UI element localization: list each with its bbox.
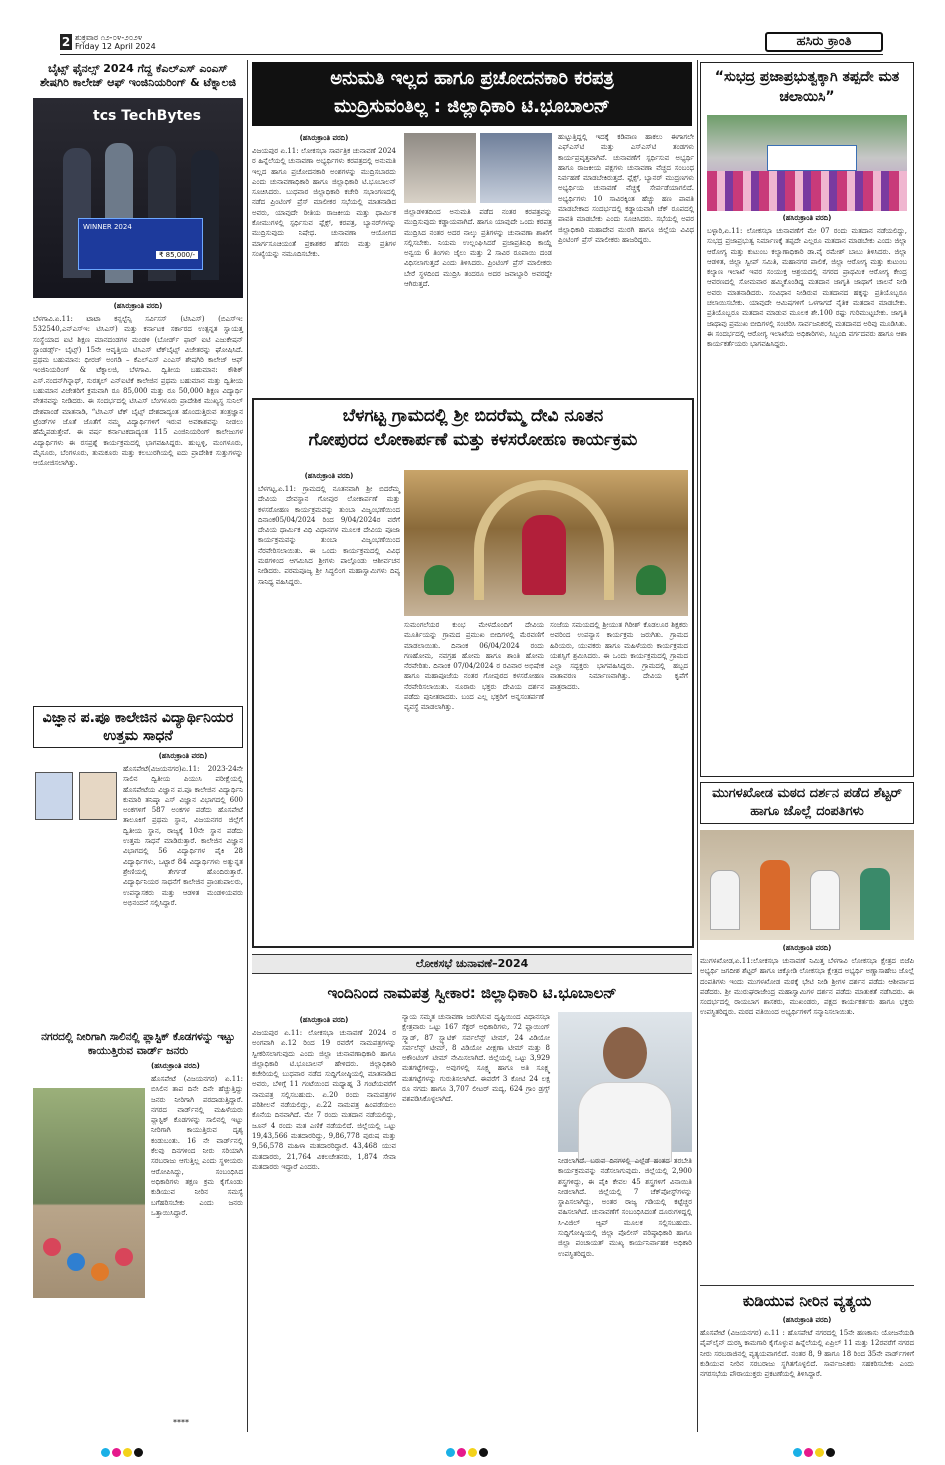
portrait-shirt xyxy=(578,1082,672,1162)
water-pot xyxy=(67,1253,85,1271)
right-story2-byline: (ಹಸಿರುಕ್ರಾಂತಿ ವರದಿ) xyxy=(782,944,832,952)
masthead: ಹಸಿರು ಕ್ರಾಂತಿ xyxy=(765,32,883,52)
magenta-mark xyxy=(804,1448,813,1457)
seated-person xyxy=(760,860,790,930)
registration-marks xyxy=(100,1442,144,1461)
right-story1-headline: “ಸುಭದ್ರ ಪ್ರಜಾಪ್ರಭುತ್ವಕ್ಕಾಗಿ ತಪ್ಪದೇ ಮತ ಚಲಾಯಿಸಿ” xyxy=(714,69,900,105)
right-story3-body: ಹೊಸಪೇಟೆ (ವಿಜಯನಗರ) ಏ.11 : ಹೊಸಪೇಟೆ ನಗರದಲ್ಲಿ 15ನೇ ಹಣಕಾಸು ಯೋಜನೆಯಡಿ ಪೈಪ್‌ಲೈನ್ ದುರಸ್ತಿ ಕಾಮಗಾರಿ ಕೈಗೊಳ್ಳುವ ಹಿನ್ನೆಲೆಯಲ್ಲಿ ಏಪ್ರಿಲ್ 11 ಮತ್ತು 12ರವರೆಗೆ ನಗರದ ನೀರು ಸರಬರಾಜಿನಲ್ಲಿ ವ್ಯತ್ಯಯವಾಗಲಿದೆ. ನಂತರ 8, 9 ಹಾಗೂ 18 ರಿಂದ 35ನೇ ವಾರ್ಡ್‌ಗಳಿಗೆ ಕುಡಿಯುವ ನೀರಿನ ಸರಬರಾಜು ಸ್ಥಗಿತಗೊಳ್ಳಲಿದೆ. ಸಾರ್ವಜನಿಕರು ಸಹಕರಿಸಬೇಕು ಎಂದು ನಗರಸಭೆಯ ಪೌರಾಯುಕ್ತರು ಪ್ರಕಟಣೆಯಲ್ಲಿ ತಿಳಿಸಿದ್ದಾರೆ. xyxy=(700,1329,914,1379)
seated-person xyxy=(860,868,890,930)
yellow-mark xyxy=(815,1448,824,1457)
election-col-a xyxy=(252,1012,396,1432)
lead-col-a xyxy=(252,130,396,395)
magenta-mark xyxy=(457,1448,466,1457)
water-pot xyxy=(115,1248,133,1266)
cyan-mark xyxy=(793,1448,802,1457)
col1-story3-body: ಹೊಸಪೇಟೆ (ವಿಜಯನಗರ) ಏ.11: ಬಿಸಿಲಿನ ತಾಪ ದಿನೇ ದಿನೇ ಹೆಚ್ಚುತ್ತಿದ್ದು ಜನರು ನೀರಿಗಾಗಿ ಪರದಾಡುತ್ತಿದ್ದಾರೆ. ನಗರದ ವಾರ್ಡ್‌ನಲ್ಲಿ ಮಹಿಳೆಯರು ಪ್ಲಾಸ್ಟಿಕ್ ಕೊಡಗಳನ್ನು ಸಾಲಿನಲ್ಲಿ ಇಟ್ಟು ನೀರಿಗಾಗಿ ಕಾಯುತ್ತಿರುವ ದೃಶ್ಯ ಕಂಡುಬಂತು. 16 ನೇ ವಾರ್ಡ್‌ನಲ್ಲಿ ಕೆಲವು ದಿನಗಳಿಂದ ನೀರು ಸರಿಯಾಗಿ ಸರಬರಾಜು ಆಗುತ್ತಿಲ್ಲ ಎಂದು ಸ್ಥಳೀಯರು ಆರೋಪಿಸಿದ್ದು, ಸಂಬಂಧಿಸಿದ ಅಧಿಕಾರಿಗಳು ತಕ್ಷಣ ಕ್ರಮ ಕೈಗೊಂಡು ಕುಡಿಯುವ ನೀರಿನ ಸಮಸ್ಯೆ ಬಗೆಹರಿಸಬೇಕು ಎಂದು ಜನರು ಒತ್ತಾಯಿಸಿದ್ದಾರೆ. xyxy=(151,1075,243,1217)
water-pot xyxy=(43,1238,61,1256)
magenta-mark xyxy=(112,1448,121,1457)
black-mark xyxy=(479,1448,488,1457)
right-story1-byline: (ಹಸಿರುಕ್ರಾಂತಿ ವರದಿ) xyxy=(782,214,832,222)
lead-headline-line2: ಮುದ್ರಿಸುವಂತಿಲ್ಲ : ಜಿಲ್ಲಾಧಿಕಾರಿ ಟಿ.ಭೂಬಾಲನ್ xyxy=(334,96,610,117)
temple-body-c: ಸಂಜೆಯ ಸಮಯದಲ್ಲಿ ಶ್ರೀಯುತ ಗಿರೀಶ್ ಕೊಡಲೂರ ಶಿಕ್ಷಕರು ಅವರಿಂದ ಉಪನ್ಯಾಸ ಕಾರ್ಯಕ್ರಮ ಜರುಗಿತು. ಗ್ರಾಮದ ಹಿರಿಯರು, ಯುವಕರು ಹಾಗೂ ಮಹಿಳೆಯರು ಕಾರ್ಯಕ್ರಮದ ಯಶಸ್ಸಿಗೆ ಶ್ರಮಿಸಿದರು. ಈ ಒಂದು ಕಾರ್ಯಕ್ರಮದಲ್ಲಿ ಗ್ರಾಮದ ಎಲ್ಲಾ ಸದ್ಭಕ್ತರು ಭಾಗವಹಿಸಿದ್ದರು. ಗ್ರಾಮದಲ್ಲಿ ಹಬ್ಬದ ವಾತಾವರಣ ನಿರ್ಮಾಣವಾಗಿತ್ತು. ದೇವಿಯ ಕೃಪೆಗೆ ಪಾತ್ರರಾದರು. xyxy=(550,621,688,691)
column-rule xyxy=(697,60,698,1432)
kalasha-left xyxy=(424,565,454,595)
winner-cheque xyxy=(78,218,203,270)
col1-story2 xyxy=(33,706,243,1026)
election-byline: (ಹಸಿರುಕ್ರಾಂತಿ ವರದಿ) xyxy=(299,1016,349,1024)
election-body-c: ನೀಡಲಾಗಿದೆ. ಬರುವ ದಿನಗಳಲ್ಲಿ ಎಲ್ಲೆಡೆ ಹಂತದ ತರಬೇತಿ ಕಾರ್ಯಕ್ರಮವನ್ನು ನಡೆಸಲಾಗುವುದು. ಜಿಲ್ಲೆಯಲ್ಲಿ 2,900 ಶಸ್ತ್ರಗಳಿದ್ದು, ಈ ಪೈಕಿ ಕೇವಲ 45 ಶಸ್ತ್ರಗಳಿಗೆ ವಿನಾಯಿತಿ ನೀಡಲಾಗಿದೆ. ಜಿಲ್ಲೆಯಲ್ಲಿ 7 ಚೆಕ್‌ಪೋಸ್ಟ್‌ಗಳನ್ನು ಸ್ಥಾಪಿಸಲಾಗಿದ್ದು, ಅಂತರ ರಾಜ್ಯ ಗಡಿಯಲ್ಲಿ ಕಟ್ಟೆಚ್ಚರ ವಹಿಸಲಾಗಿದೆ. ಚುನಾವಣೆಗೆ ಸಂಬಂಧಿಸಿದಂತೆ ದೂರುಗಳಿದ್ದಲ್ಲಿ ಸಿ-ವಿಜಿಲ್ ಆ್ಯಪ್ ಮೂಲಕ ಸಲ್ಲಿಸಬಹುದು. ಸುದ್ದಿಗೋಷ್ಠಿಯಲ್ಲಿ ಜಿಲ್ಲಾ ಪೊಲೀಸ್ ವರಿಷ್ಠಾಧಿಕಾರಿ ಹಾಗೂ ಜಿಲ್ಲಾ ಪಂಚಾಯತ್ ಮುಖ್ಯ ಕಾರ್ಯನಿರ್ವಾಹಕ ಅಧಿಕಾರಿ ಉಪಸ್ಥಿತರಿದ್ದರು. xyxy=(558,1157,692,1258)
temple-photo xyxy=(404,470,688,616)
election-kicker-bar: ಲೋಕಸಭೆ ಚುನಾವಣೆ–2024 xyxy=(252,954,692,974)
col1-story1 xyxy=(33,62,243,702)
yellow-mark xyxy=(468,1448,477,1457)
right-story2-headline: ಮುಗಳಖೋಡ ಮಠದ ದರ್ಶನ ಪಡೆದ ಶೆಟ್ಟರ್ ಹಾಗೂ ಜೊಲ್ಲೆ ದಂಪತಿಗಳು xyxy=(700,782,914,824)
rally-photo xyxy=(707,115,907,210)
col1-story3 xyxy=(33,1030,243,1430)
page-number: 2 xyxy=(61,35,71,49)
temple-story xyxy=(252,398,694,948)
seated-person xyxy=(710,870,740,930)
yellow-mark xyxy=(123,1448,132,1457)
officials-photo-1 xyxy=(404,133,476,203)
water-pot xyxy=(91,1263,109,1281)
temple-headline-line1: ಬೆಳಗಟ್ಟ ಗ್ರಾಮದಲ್ಲಿ ಶ್ರೀ ಬಿದರೆಮ್ಮ ದೇವಿ ನೂತನ xyxy=(342,406,604,426)
col1-story1-headline: ಬೈಟ್ಸ್ ಫೈನಲ್ಸ್ 2024 ಗೆದ್ದ ಕೆಎಲ್‌ಎಸ್ ಎಂಎಸ್ ಶೇಷಗಿರಿ ಕಾಲೇಜ್ ಆಫ್ ಇಂಜಿನಿಯರಿಂಗ್ & ಟೆಕ್ನಾಲಜಿ xyxy=(39,62,237,89)
water-queue-photo xyxy=(33,1088,145,1298)
black-mark xyxy=(826,1448,835,1457)
collector-portrait xyxy=(558,1012,692,1152)
tcs-banner-brand: tcs TechBytes xyxy=(93,108,201,124)
kalasha-right xyxy=(636,565,666,595)
col1-story2-headline: ವಿಜ್ಞಾನ ಪ.ಪೂ ಕಾಲೇಜಿನ ವಿದ್ಯಾರ್ಥಿನಿಯರ ಉತ್ತಮ ಸಾಧನೆ xyxy=(33,706,243,748)
winner-label: WINNER 2024 xyxy=(83,223,132,231)
date-english: Friday 12 April 2024 xyxy=(75,42,156,51)
lead-photos xyxy=(404,133,552,203)
right-story3 xyxy=(700,1290,914,1430)
temple-body-b: ಸುಮಂಗಲೆಯರ ಕುಂಭ ಮೇಳದೊಂದಿಗೆ ದೇವಿಯ ಮೂರ್ತಿಯನ್ನು ಗ್ರಾಮದ ಪ್ರಮುಖ ಬೀದಿಗಳಲ್ಲಿ ಮೆರವಣಿಗೆ ಮಾಡಲಾಯಿತು. ದಿನಾಂಕ 06/04/2024 ರಂದು ಗಣಹೋಮ, ನವಗ್ರಹ ಹೋಮ ಹಾಗೂ ಶಾಂತಿ ಹೋಮ ನೆರವೇರಿತು. ದಿನಾಂಕ 07/04/2024 ರ ರವಿವಾರ ಅಭಿಷೇಕ ಹಾಗೂ ಮಹಾಪೂಜೆಯ ನಂತರ ಗೋಪುರದ ಕಳಸರೋಹಣ ನೆರವೇರಿಸಲಾಯಿತು. ನೂರಾರು ಭಕ್ತರು ದೇವಿಯ ದರ್ಶನ ಪಡೆದು ಪುನೀತರಾದರು. ಬಂದ ಎಲ್ಲ ಭಕ್ತರಿಗೆ ಅನ್ನಸಂತರ್ಪಣೆ ವ್ಯವಸ್ಥೆ ಮಾಡಲಾಗಿತ್ತು. xyxy=(404,621,544,712)
temple-headline xyxy=(254,400,692,454)
officials-photo-2 xyxy=(480,133,552,203)
registration-marks xyxy=(792,1442,836,1461)
cyan-mark xyxy=(446,1448,455,1457)
header-rule xyxy=(60,54,883,55)
rally-banner xyxy=(767,145,857,171)
col1-story3-headline: ನಗರದಲ್ಲಿ ನೀರಿಗಾಗಿ ಸಾಲಿನಲ್ಲಿ ಪ್ಲಾಸ್ಟಿಕ್ ಕೊಡಗಳನ್ನು ಇಟ್ಟು ಕಾಯುತ್ತಿರುವ ವಾರ್ಡ್ ಜನರು xyxy=(41,1031,235,1057)
right-story1 xyxy=(700,62,914,777)
section-rule xyxy=(700,1285,914,1286)
rally-crowd xyxy=(707,171,907,211)
portrait-head xyxy=(603,1027,647,1079)
right-story2 xyxy=(700,782,914,1182)
seated-person xyxy=(810,870,840,930)
election-body-b: ನ್ಯಾಯ ಸಮ್ಮತ ಚುನಾವಣಾ ಜರುಗಿಸುವ ದೃಷ್ಟಿಯಿಂದ ವಿಧಾನಸಭಾ ಕ್ಷೇತ್ರವಾರು ಒಟ್ಟು 167 ಸೆಕ್ಟರ್ ಅಧಿಕಾರಿಗಳು, 72 ಫ್ಲಾಯಿಂಗ್ ಸ್ಕ್ವಾಡ್, 87 ಸ್ಟ್ಯಾಟಿಕ್ ಸರ್ವಲೆನ್ಸ್ ಟೀಮ್, 24 ವಿಡಿಯೋ ಸರ್ವಲೆನ್ಸ್ ಟೀಮ್, 8 ವಿಡಿಯೋ ವೀಕ್ಷಣಾ ಟೀಮ್ ಮತ್ತು 8 ಅಕೌಂಟಿಂಗ್ ಟೀಮ್ ನೇಮಿಸಲಾಗಿದೆ. ಜಿಲ್ಲೆಯಲ್ಲಿ ಒಟ್ಟು 3,929 ಮತಗಟ್ಟೆಗಳಿದ್ದು, ಅವುಗಳಲ್ಲಿ ಸೂಕ್ಷ್ಮ ಹಾಗೂ ಅತಿ ಸೂಕ್ಷ್ಮ ಮತಗಟ್ಟೆಗಳನ್ನು ಗುರುತಿಸಲಾಗಿದೆ. ಈವರೆಗೆ 3 ಕೋಟಿ 24 ಲಕ್ಷ ರೂ ನಗದು ಹಾಗೂ 3,707 ಲೀಟರ್ ಮದ್ಯ, 624 ಗ್ರಾಂ ಡ್ರಗ್ಸ್ ವಶಪಡಿಸಿಕೊಳ್ಳಲಾಗಿದೆ. xyxy=(402,1013,550,1104)
election-body-a: ವಿಜಯಪುರ ಏ.11: ಲೋಕಸಭಾ ಚುನಾವಣೆ 2024 ರ ಅಂಗವಾಗಿ ಏ.12 ರಿಂದ 19 ರವರೆಗೆ ನಾಮಪತ್ರಗಳನ್ನು ಸ್ವೀಕರಿಸಲಾಗುವುದು ಎಂದು ಜಿಲ್ಲಾ ಚುನಾವಣಾಧಿಕಾರಿ ಹಾಗೂ ಜಿಲ್ಲಾಧಿಕಾರಿ ಟಿ.ಭೂಬಾಲನ್ ಹೇಳಿದರು. ಜಿಲ್ಲಾಧಿಕಾರಿ ಕಚೇರಿಯಲ್ಲಿ ಬುಧವಾರ ನಡೆದ ಸುದ್ದಿಗೋಷ್ಠಿಯಲ್ಲಿ ಮಾತನಾಡಿದ ಅವರು, ಬೆಳಿಗ್ಗೆ 11 ಗಂಟೆಯಿಂದ ಮಧ್ಯಾಹ್ನ 3 ಗಂಟೆಯವರೆಗೆ ನಾಮಪತ್ರ ಸಲ್ಲಿಸಬಹುದು. ಏ.20 ರಂದು ನಾಮಪತ್ರಗಳ ಪರಿಶೀಲನೆ ನಡೆಯಲಿದ್ದು, ಏ.22 ನಾಮಪತ್ರ ಹಿಂಪಡೆಯಲು ಕೊನೆಯ ದಿನವಾಗಿದೆ. ಮೇ 7 ರಂದು ಮತದಾನ ನಡೆಯಲಿದ್ದು, ಜೂನ್ 4 ರಂದು ಮತ ಎಣಿಕೆ ನಡೆಯಲಿದೆ. ಜಿಲ್ಲೆಯಲ್ಲಿ ಒಟ್ಟು 19,43,566 ಮತದಾರರಿದ್ದು, 9,86,778 ಪುರುಷ ಮತ್ತು 9,56,578 ಮಹಿಳಾ ಮತದಾರರಿದ್ದಾರೆ. 43,468 ಯುವ ಮತದಾರರು, 21,764 ವಿಕಲಚೇತನರು, 1,874 ಸೇವಾ ಮತದಾರರು ಇದ್ದಾರೆ ಎಂದರು. xyxy=(252,1029,396,1171)
temple-col-a xyxy=(258,468,400,938)
temple-body-a: ಬೆಳಗಟ್ಟ,ಏ.11: ಗ್ರಾಮದಲ್ಲಿ ನೂತನವಾಗಿ ಶ್ರೀ ಬಿದರೆಮ್ಮ ದೇವಿಯ ದೇವಸ್ಥಾನ ಗೋಪುರ ಲೋಕಾರ್ಪಣೆ ಮತ್ತು ಕಳಸರೋಹಣ ಕಾರ್ಯಕ್ರಮವನ್ನು ತುಂಬಾ ವಿಜೃಂಭಣೆಯಿಂದ ದಿನಾಂಕ05/04/2024 ರಿಂದ 9/04/2024ರ ವರೆಗೆ ದೇವಿಯ ಧಾರ್ಮಿಕ ವಿಧಿ ವಿಧಾನಗಳ ಮೂಲಕ ದೇವಿಯ ಪೂಜಾ ಕಾರ್ಯಕ್ರಮವನ್ನು ತುಂಬಾ ವಿಜೃಂಭಣೆಯಿಂದ ನೆರವೇರಿಸಲಾಯಿತು. ಈ ಒಂದು ಕಾರ್ಯಕ್ರಮದಲ್ಲಿ ವಿವಿಧ ಮಠಗಳಿಂದ ಆಗಮಿಸಿದ ಶ್ರೀಗಳು ಪಾಲ್ಗೊಂಡು ಆಶೀರ್ವಚನ ನೀಡಿದರು. ಪರಮಪೂಜ್ಯ ಶ್ರೀ ಸಿದ್ಧಲಿಂಗ ಮಹಾಸ್ವಾಮಿಗಳು ದಿವ್ಯ ಸಾನಿಧ್ಯ ವಹಿಸಿದ್ದರು. xyxy=(258,485,400,586)
lead-body-c: ಹುಟ್ಟುತ್ತಿದ್ದಲ್ಲಿ ಇದಕ್ಕೆ ಕಡಿವಾಣ ಹಾಕಲು ಈಗಾಗಲೇ ಎಫ್‌ಎಸ್‌ಟಿ ಮತ್ತು ಎಸ್‌ಎಸ್‌ಟಿ ತಂಡಗಳು ಕಾರ್ಯಪ್ರವೃತ್ತವಾಗಿವೆ. ಚುನಾವಣೆಗೆ ಸ್ಪರ್ಧಿಸುವ ಅಭ್ಯರ್ಥಿ ಹಾಗೂ ರಾಜಕೀಯ ಪಕ್ಷಗಳು ಚುನಾವಣಾ ವೆಚ್ಚದ ಸಂಬಂಧ ನಿರ್ವಹಣೆ ಮಾಡಬೇಕಿರುತ್ತದೆ. ಫ್ಲೆಕ್ಸ್, ಬ್ಯಾನರ್ ಮುದ್ರಣಗಳು ಅಭ್ಯರ್ಥಿಯ ಚುನಾವಣೆ ವೆಚ್ಚಕ್ಕೆ ಸೇರ್ಪಡೆಯಾಗಲಿದೆ. ಅಭ್ಯರ್ಥಿಗಳು 10 ಸಾವಿರಕ್ಕಿಂತ ಹೆಚ್ಚು ಹಣ ಪಾವತಿ ಮಾಡಬೇಕಾದ ಸಂದರ್ಭದಲ್ಲಿ ಕಡ್ಡಾಯವಾಗಿ ಚೆಕ್ ರೂಪದಲ್ಲಿ ಪಾವತಿ ಮಾಡಬೇಕು ಎಂದು ಸೂಚಿಸಿದರು. ಸಭೆಯಲ್ಲಿ ಅಪರ ಜಿಲ್ಲಾಧಿಕಾರಿ ಮಹಾದೇವ ಮುರಗಿ ಹಾಗೂ ಜಿಲ್ಲೆಯ ವಿವಿಧ ಪ್ರಿಂಟಿಂಗ್ ಪ್ರೆಸ್ ಮಾಲೀಕರು ಹಾಜರಿದ್ದರು. xyxy=(558,133,694,244)
col1-story2-byline: (ಹಸಿರುಕ್ರಾಂತಿ ವರದಿ) xyxy=(158,752,208,760)
col1-story1-byline: (ಹಸಿರುಕ್ರಾಂತಿ ವರದಿ) xyxy=(113,302,163,310)
right-story3-byline: (ಹಸಿರುಕ್ರಾಂತಿ ವರದಿ) xyxy=(782,1316,832,1324)
right-story3-headline: ಕುಡಿಯುವ ನೀರಿನ ವ್ಯತ್ಯಯ xyxy=(742,1292,872,1310)
student-photo-2 xyxy=(79,772,117,820)
student-photo-1 xyxy=(35,772,73,820)
temple-headline-line2: ಗೋಪುರದ ಲೋಕಾರ್ಪಣೆ ಮತ್ತು ಕಳಸರೋಹಣ ಕಾರ್ಯಕ್ರಮ xyxy=(308,430,638,450)
end-mark: **** xyxy=(173,1418,189,1427)
election-headline: ಇಂದಿನಿಂದ ನಾಮಪತ್ರ ಸ್ವೀಕಾರ: ಜಿಲ್ಲಾಧಿಕಾರಿ ಟಿ.ಭೂಬಾಲನ್ xyxy=(327,984,617,1002)
lead-body-b: ಜಿಲ್ಲಾಡಳಿತದಿಂದ ಅನುಮತಿ ಪಡೆದ ನಂತರ ಕರಪತ್ರವನ್ನು ಮುದ್ರಿಸುವುದು ಕಡ್ಡಾಯವಾಗಿದೆ. ಹಾಗೂ ಯಾವುದೇ ಒಂದು ಕರಪತ್ರ ಮುದ್ರಿಸಿದ ನಂತರ ಅದರ ನಾಲ್ಕು ಪ್ರತಿಗಳನ್ನು ಚುನಾವಣಾ ಶಾಖೆಗೆ ಸಲ್ಲಿಸಬೇಕು. ನಿಯಮ ಉಲ್ಲಂಘಿಸಿದರೆ ಪ್ರಜಾಪ್ರತಿನಿಧಿ ಕಾಯ್ದೆ ಅನ್ವಯ 6 ತಿಂಗಳು ಜೈಲು ಮತ್ತು 2 ಸಾವಿರ ರೂಪಾಯಿ ದಂಡ ವಿಧಿಸಲಾಗುತ್ತದೆ ಎಂದು ತಿಳಿಸಿದರು. ಪ್ರಿಂಟಿಂಗ್ ಪ್ರೆಸ್ ಮಾಲೀಕರು ಬೇರೆ ಸ್ಥಳದಿಂದ ಮುದ್ರಿಸಿ ತಂದರೂ ಅದರ ಜವಾಬ್ದಾರಿ ಅವರದ್ದೇ ಆಗಿರುತ್ತದೆ. xyxy=(404,208,552,289)
lead-byline: (ಹಸಿರುಕ್ರಾಂತಿ ವರದಿ) xyxy=(299,134,349,142)
column-rule xyxy=(247,60,248,1432)
page-date xyxy=(75,33,156,51)
lead-headline xyxy=(252,62,692,126)
col1-story2-body: ಹೊಸಪೇಟೆ(ವಿಜಯನಗರ)ಏ.11: 2023-24ನೇ ಸಾಲಿನ ದ್ವಿತೀಯ ಪಿಯುಸಿ ಪರೀಕ್ಷೆಯಲ್ಲಿ ಹೊಸಪೇಟೆಯ ವಿಜ್ಞಾನ ಪ.ಪೂ ಕಾಲೇಜಿನ ವಿದ್ಯಾರ್ಥಿನಿ ಕುಮಾರಿ ತನಿಷ್ಕಾ ಎಸ್ ವಿಜ್ಞಾನ ವಿಭಾಗದಲ್ಲಿ 600 ಅಂಕಗಳಿಗೆ 587 ಅಂಕಗಳ ಪಡೆದು ಹೊಸಪೇಟೆ ತಾಲೂಕಿಗೆ ಪ್ರಥಮ ಸ್ಥಾನ, ವಿಜಯನಗರ ಜಿಲ್ಲೆಗೆ ದ್ವಿತೀಯ ಸ್ಥಾನ, ರಾಜ್ಯಕ್ಕೆ 10ನೇ ಸ್ಥಾನ ಪಡೆದು ಉತ್ತಮ ಸಾಧನೆ ಮಾಡಿರುತ್ತಾರೆ. ಕಾಲೇಜಿನ ವಿಜ್ಞಾನ ವಿಭಾಗದಲ್ಲಿ 56 ವಿದ್ಯಾರ್ಥಿಗಳ ಪೈಕಿ 28 ವಿದ್ಯಾರ್ಥಿಗಳು, ಒಟ್ಟಾರೆ 84 ವಿದ್ಯಾರ್ಥಿಗಳು ಅತ್ಯುನ್ನತ ಶ್ರೇಣಿಯಲ್ಲಿ ತೇರ್ಗಡೆ ಹೊಂದಿರುತ್ತಾರೆ. ವಿದ್ಯಾರ್ಥಿನಿಯರ ಸಾಧನೆಗೆ ಕಾಲೇಜಿನ ಪ್ರಾಂಶುಪಾಲರು, ಉಪನ್ಯಾಸಕರು ಮತ್ತು ಆಡಳಿತ ಮಂಡಳಿಯವರು ಅಭಿನಂದನೆ ಸಲ್ಲಿಸಿದ್ದಾರೆ. xyxy=(123,765,243,907)
idol-figure xyxy=(522,515,566,595)
temple-byline: (ಹಸಿರುಕ್ರಾಂತಿ ವರದಿ) xyxy=(304,472,354,480)
lead-body-a: ವಿಜಯಪುರ ಏ.11: ಲೋಕಸಭಾ ಸಾರ್ವತ್ರಿಕ ಚುನಾವಣೆ 2024 ರ ಹಿನ್ನೆಲೆಯಲ್ಲಿ ಚುನಾವಣಾ ಅಭ್ಯರ್ಥಿಗಳು ಕರಪತ್ರದಲ್ಲಿ ಅನುಮತಿ ಇಲ್ಲದ ಹಾಗೂ ಪ್ರಚೋದನಕಾರಿ ಅಂಶಗಳನ್ನು ಮುದ್ರಿಸಬಾರದು ಎಂದು ಚುನಾವಣಾಧಿಕಾರಿ ಹಾಗೂ ಜಿಲ್ಲಾಧಿಕಾರಿ ಟಿ.ಭೂಬಾಲನ್ ಸೂಚಿಸಿದರು. ಬುಧವಾರ ಜಿಲ್ಲಾಧಿಕಾರಿ ಕಚೇರಿ ಸಭಾಂಗಣದಲ್ಲಿ ನಡೆದ ಪ್ರಿಂಟಿಂಗ್ ಪ್ರೆಸ್ ಮಾಲೀಕರ ಸಭೆಯಲ್ಲಿ ಮಾತನಾಡಿದ ಅವರು, ಯಾವುದೇ ರೀತಿಯ ರಾಜಕೀಯ ಮತ್ತು ಧಾರ್ಮಿಕ ಕೋಮುಗಳಲ್ಲಿ ಸ್ಪರ್ಧಿಸುವ ಫ್ಲೆಕ್ಸ್, ಕರಪತ್ರ, ಬ್ಯಾನರ್‌ಗಳನ್ನು ಮುದ್ರಿಸುವುದು ನಿಷೇಧ. ಚುನಾವಣಾ ಆಯೋಗದ ಮಾರ್ಗಸೂಚಿಯಂತೆ ಪ್ರಕಾಶಕರ ಹೆಸರು ಮತ್ತು ಪ್ರತಿಗಳ ಸಂಖ್ಯೆಯನ್ನು ನಮೂದಿಸಬೇಕು. xyxy=(252,147,396,258)
registration-marks xyxy=(445,1442,489,1461)
cyan-mark xyxy=(101,1448,110,1457)
cheque-amount: ₹ 85,000/- xyxy=(156,251,198,259)
date-kannada: ಶುಕ್ರವಾರ ೧೨-೦೪-೨೦೨೪ xyxy=(75,33,143,42)
black-mark xyxy=(134,1448,143,1457)
col1-story1-body: ಬೆಳಗಾವಿ.ಏ.11: ಟಾಟಾ ಕನ್ಸಲ್ಟೆನ್ಸಿ ಸರ್ವಿಸಸ್ (ಟಿಸಿಎಸ್) (ಬಿಎಸ್‌ಇ: 532540,ಎನ್‌ಎಸ್‌ಇ: ಟಿಸಿಎಸ್) ಮತ್ತು ಕರ್ನಾಟಕ ಸರ್ಕಾರದ ಉತ್ಪನ್ನತ ಸ್ವಾಯತ್ತ ಸಂಸ್ಥೆಯಾದ ಐಟಿ ಶಿಕ್ಷಣ ಮಾನದಂಡಗಳ ಮಂಡಳಿ (ಬೋರ್ಡ್ ಫಾರ್ ಐಟಿ ಎಜುಕೇಷನ್ ಸ್ಟಾಂಡರ್ಡ್ಸ್- ಬೈಟ್ಸ್) 15ನೇ ಆವೃತ್ತಿಯ ಟಿಸಿಎಸ್ ಟೆಕ್‌ಬೈಟ್ಸ್ ವಿಜೇತರನ್ನು ಘೋಷಿಸಿದೆ. ಪ್ರಥಮ ಬಹುಮಾನ: ಧೀರಜ್ ಅಂಗಡಿ – ಕೆಎಲ್‌ಎಸ್ ಎಂಎಸ್ ಶೇಷಗಿರಿ ಕಾಲೇಜ್ ಆಫ್ ಇಂಜಿನಿಯರಿಂಗ್ & ಟೆಕ್ನಾಲಜಿ, ಬೆಳಗಾವಿ. ದ್ವಿತೀಯ ಬಹುಮಾನ: ಕೌಶಿಕ್ ಎಸ್.ನಂದನ್‌ಗಿನ್ನಾಥ್, ಸುರತ್ಕಲ್ ಎನ್‌ಐಟಿಕೆ ಕಾಲೇಜಿನ ಪ್ರಥಮ ಬಹುಮಾನ ಮತ್ತು ದ್ವಿತೀಯ ಬಹುಮಾನ ವಿಜೇತರಿಗೆ ಕ್ರಮವಾಗಿ ರೂ 85,000 ಮತ್ತು ರೂ 50,000 ಶಿಕ್ಷಣ ವಿದ್ಯಾರ್ಥಿ ವೇತನವನ್ನು ನೀಡಿದರು. ಈ ಸಂದರ್ಭದಲ್ಲಿ ಟಿಸಿಎಸ್ ಬೆಂಗಳೂರು ಪ್ರಾದೇಶಿಕ ಮುಖ್ಯಸ್ಥ ಸುನಿಲ್ ದೇಶಪಾಂಡೆ ಮಾತನಾಡಿ, “ಟಿಸಿಎಸ್ ಟೆಕ್ ಬೈಟ್ಸ್ ದೇಶದಾದ್ಯಂತ ಹೊಂದುತ್ತಿರುವ ತಂತ್ರಜ್ಞಾನ ಟ್ರೆಂಡ್‌ಗಳ ಜೊತೆ ಜೊತೆಗೆ ನಮ್ಮ ವಿದ್ಯಾರ್ಥಿಗಳಿಗೆ ಇರುವ ಅವಕಾಶವನ್ನು ನೀಡಲು ಹೆಮ್ಮೆಪಡುತ್ತೇವೆ. ಈ ವರ್ಷ ಕರ್ನಾಟಕದಾದ್ಯಂತ 115 ಎಂಜಿನಿಯರಿಂಗ್ ಕಾಲೇಜುಗಳ ವಿದ್ಯಾರ್ಥಿಗಳು ಈ ರಸಪ್ರಶ್ನೆ ಕಾರ್ಯಕ್ರಮದಲ್ಲಿ ಭಾಗವಹಿಸಿದ್ದರು. ಹುಬ್ಬಳ್ಳಿ, ಮಂಗಳೂರು, ಮೈಸೂರು, ಬೆಂಗಳೂರು, ತುಮಕೂರು ಮತ್ತು ಕಲಬುರಗಿಯಲ್ಲಿ ಐದು ಪ್ರಾದೇಶಿಕ ಸುತ್ತುಗಳನ್ನು ಆಯೋಜಿಸಲಾಗಿತ್ತು. xyxy=(33,315,243,468)
techbytes-photo xyxy=(33,98,243,298)
right-story1-body: ಬಳ್ಳಾರಿ,ಏ.11: ಲೋಕಸಭಾ ಚುನಾವಣೆಗೆ ಮೇ 07 ರಂದು ಮತದಾನ ನಡೆಯಲಿದ್ದು, ಸುಭದ್ರ ಪ್ರಜಾಪ್ರಭುತ್ವ ನಿರ್ಮಾಣಕ್ಕೆ ತಪ್ಪದೇ ಎಲ್ಲರೂ ಮತದಾನ ಮಾಡಬೇಕು ಎಂದು ಜಿಲ್ಲಾ ಆರೋಗ್ಯ ಮತ್ತು ಕುಟುಂಬ ಕಲ್ಯಾಣಾಧಿಕಾರಿ ಡಾ.ವೈ ರಮೇಶ್ ಬಾಬು ತಿಳಿಸಿದರು. ಜಿಲ್ಲಾ ಆಡಳಿತ, ಜಿಲ್ಲಾ ಸ್ವೀಪ್ ಸಮಿತಿ, ಮಹಾನಗರ ಪಾಲಿಕೆ, ಜಿಲ್ಲಾ ಆರೋಗ್ಯ ಮತ್ತು ಕುಟುಂಬ ಕಲ್ಯಾಣ ಇಲಾಖೆ ಇವರ ಸಂಯುಕ್ತ ಆಶ್ರಯದಲ್ಲಿ ನಗರದ ಪ್ರಾಥಮಿಕ ಆರೋಗ್ಯ ಕೇಂದ್ರ ಆವರಣದಲ್ಲಿ ಸೋಮವಾರ ಹಮ್ಮಿಕೊಂಡಿದ್ದ ಮತದಾನ ಜಾಗೃತಿ ಜಾಥಾಗೆ ಚಾಲನೆ ನೀಡಿ ಅವರು ಮಾತನಾಡಿದರು. ಸಂವಿಧಾನ ನೀಡಿರುವ ಮತದಾನದ ಹಕ್ಕನ್ನು ಪ್ರತಿಯೊಬ್ಬರೂ ಚಲಾಯಿಸಬೇಕು. ಯಾವುದೇ ಆಮಿಷಗಳಿಗೆ ಒಳಗಾಗದೆ ನೈತಿಕ ಮತದಾನ ಮಾಡಬೇಕು. ಪ್ರತಿಯೊಬ್ಬರೂ ಮತದಾನ ಮಾಡುವ ಮೂಲಕ ಶೇ.100 ರಷ್ಟು ಗುರಿಮುಟ್ಟಬೇಕು. ಜಾಗೃತಿ ಜಾಥಾವು ಪ್ರಮುಖ ಬೀದಿಗಳಲ್ಲಿ ಸಂಚರಿಸಿ ಸಾರ್ವಜನಿಕರಲ್ಲಿ ಮತದಾನದ ಅರಿವು ಮೂಡಿಸಿತು. ಈ ಸಂದರ್ಭದಲ್ಲಿ ಆರೋಗ್ಯ ಇಲಾಖೆಯ ಅಧಿಕಾರಿಗಳು, ಸಿಬ್ಬಂದಿ ವರ್ಗದವರು ಹಾಗೂ ಆಶಾ ಕಾರ್ಯಕರ್ತೆಯರು ಭಾಗವಹಿಸಿದ್ದರು. xyxy=(707,227,907,349)
lead-headline-line1: ಅನುಮತಿ ಇಲ್ಲದ ಹಾಗೂ ಪ್ರಚೋದನಕಾರಿ ಕರಪತ್ರ xyxy=(330,68,614,89)
col1-story3-byline: (ಹಸಿರುಕ್ರಾಂತಿ ವರದಿ) xyxy=(151,1062,200,1070)
right-story2-body: ಮುಗಳಖೋಡ,ಏ.11:ಲೋಕಸಭಾ ಚುನಾವಣೆ ನಿಮಿತ್ತ ಬೆಳಗಾವಿ ಲೋಕಸಭಾ ಕ್ಷೇತ್ರದ ಬಿಜೆಪಿ ಅಭ್ಯರ್ಥಿ ಜಗದೀಶ ಶೆಟ್ಟರ್ ಹಾಗೂ ಚಿಕ್ಕೋಡಿ ಲೋಕಸಭಾ ಕ್ಷೇತ್ರದ ಅಭ್ಯರ್ಥಿ ಅಣ್ಣಾಸಾಹೇಬ ಜೊಲ್ಲೆ ದಂಪತಿಗಳು ಇಂದು ಮುಗಳಖೋಡ ಮಠಕ್ಕೆ ಭೇಟಿ ನೀಡಿ ಶ್ರೀಗಳ ದರ್ಶನ ಪಡೆದು ಆಶೀರ್ವಾದ ಪಡೆದರು. ಶ್ರೀ ಮುರುಘರಾಜೇಂದ್ರ ಮಹಾಸ್ವಾಮಿಗಳ ದರ್ಶನ ಪಡೆದು ಮಾತುಕತೆ ನಡೆಸಿದರು. ಈ ಸಂದರ್ಭದಲ್ಲಿ ರಾಯಬಾಗ ಶಾಸಕರು, ಮುಖಂಡರು, ಪಕ್ಷದ ಕಾರ್ಯಕರ್ತರು ಹಾಗೂ ಭಕ್ತರು ಉಪಸ್ಥಿತರಿದ್ದರು. ಮಠದ ವತಿಯಿಂದ ಅಭ್ಯರ್ಥಿಗಳಿಗೆ ಸನ್ಮಾನಿಸಲಾಯಿತು. xyxy=(700,957,914,1017)
mutt-visit-photo xyxy=(700,830,914,940)
